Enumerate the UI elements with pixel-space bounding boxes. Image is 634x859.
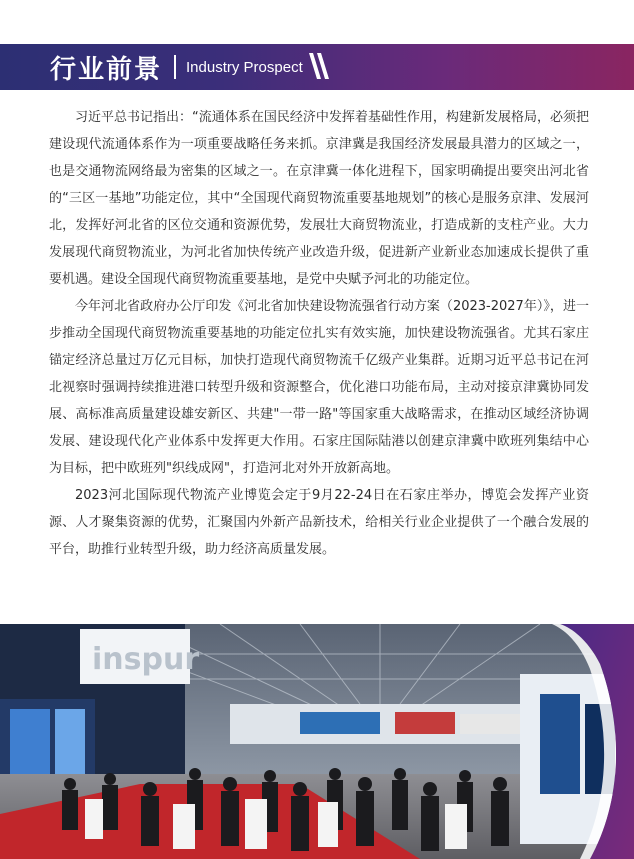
section-title-en: Industry Prospect <box>186 58 303 76</box>
booth-sign-text: inspur <box>92 642 200 677</box>
double-slash-icon <box>309 51 333 81</box>
paragraph-1: 习近平总书记指出：“流通体系在国民经济中发挥着基础性作用，构建新发展格局，必须把建设现代流通体系作为一项重要战略任务来抓。京津冀是我国经济发展最具潜力的区域之一，也是交通物流网络最为密集的区域之一。在京津冀一体化进程下，国家明确提出要突出河北省的“三区一基地”功能定位，其中“全国现代商贸物流重要基地规划”的核心是服务京津、发展河北，发挥好河北省的区位交通和资源优势，发展壮大商贸物流业，打造成新的支柱产业。大力发展现代商贸物流业，为河北省加快传统产业改造升级，促进新产业新业态加速成长提供了重要机遇。建设全国现代商贸物流重要基地，是党中央赋予河北的功能定位。 <box>49 110 589 287</box>
paragraph-3: 2023河北国际现代物流产业博览会定于9月22-24日在石家庄举办，博览会发挥产业资源、人才聚集资源的优势，汇聚国内外新产品新技术，给相关行业企业提供了一个融合发展的平台，助推行业转型升级，助力经济高质量发展。 <box>49 488 589 557</box>
expo-photo <box>0 624 634 859</box>
article-body <box>49 104 589 563</box>
title-divider <box>174 55 176 79</box>
section-title-cn: 行业前景 <box>50 54 163 85</box>
section-header <box>50 46 303 88</box>
paragraph-2: 今年河北省政府办公厅印发《河北省加快建设物流强省行动方案（2023-2027年）》，进一步推动全国现代商贸物流重要基地的功能定位扎实有效实施，加快建设物流强省。尤其石家庄锚定经济总量过万亿元目标，加快打造现代商贸物流千亿级产业集群。近期习近平总书记在河北视察时强调持续推进港口转型升级和资源整合，优化港口功能布局，主动对接京津冀协同发展、高标准高质量建设雄安新区、共建"一带一路"等国家重大战略需求，在推动区域经济协调发展、建设现代化产业体系中发挥更大作用。石家庄国际陆港以创建京津冀中欧班列集结中心为目标，把中欧班列"织线成网"，打造河北对外开放新高地。 <box>49 299 590 476</box>
expo-hall-image <box>0 624 634 859</box>
